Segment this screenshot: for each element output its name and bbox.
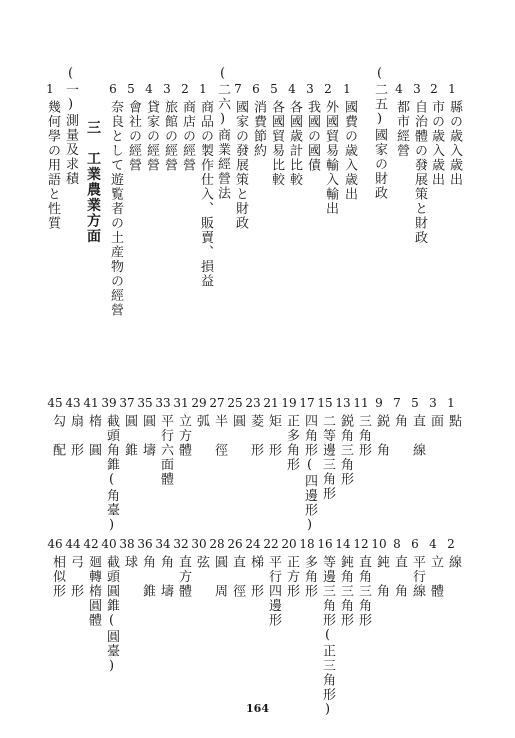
top-item-text: 各國貿易比較 bbox=[269, 100, 284, 187]
index-term-number: 28 bbox=[209, 537, 225, 551]
top-item-text: 幾何學の用語と性質 bbox=[45, 100, 60, 231]
top-item-text: 外國貿易輸入輸出 bbox=[323, 100, 338, 216]
index-term-text: 直 線 bbox=[410, 414, 425, 458]
index-term-number: 9 bbox=[375, 396, 383, 410]
index-term-text: 三角形 bbox=[356, 414, 371, 458]
index-term-number: 19 bbox=[281, 396, 297, 410]
index-term-number: 29 bbox=[191, 396, 207, 410]
index-term-number: 16 bbox=[317, 537, 333, 551]
top-item-number: 2 bbox=[324, 82, 332, 96]
index-term-text: 扇 形 bbox=[68, 414, 83, 458]
index-term-number: 12 bbox=[353, 537, 369, 551]
index-term-number: 4 bbox=[429, 537, 437, 551]
index-term-number: 13 bbox=[335, 396, 351, 410]
top-item-number: 1 bbox=[46, 82, 54, 96]
index-term-text: 直角三角形 bbox=[356, 555, 371, 628]
index-term-number: 31 bbox=[173, 396, 189, 410]
index-term-number: 38 bbox=[119, 537, 135, 551]
index-term-text: 圓 錐 bbox=[122, 414, 137, 458]
index-term-text: 菱 形 bbox=[248, 414, 263, 458]
top-item-number: 5 bbox=[270, 82, 278, 96]
index-term-text: 平行六面體 bbox=[158, 414, 173, 487]
index-term-text: 正方形 bbox=[284, 555, 299, 599]
index-term-number: 17 bbox=[299, 396, 315, 410]
top-item-number: 3 bbox=[163, 82, 171, 96]
top-item-text: 貸家の經營 bbox=[144, 100, 159, 173]
index-term-number: 22 bbox=[263, 537, 279, 551]
index-term-text: 角 bbox=[392, 414, 407, 429]
top-item-text: 消費節約 bbox=[251, 100, 266, 158]
major-section-heading: 三 工業農業方面 bbox=[85, 120, 101, 244]
top-item-number: 2 bbox=[181, 82, 189, 96]
index-term-number: 5 bbox=[411, 396, 419, 410]
index-term-number: 15 bbox=[317, 396, 333, 410]
index-term-text: 平行線 bbox=[410, 555, 425, 599]
section-heading: (一)測量及求積 bbox=[63, 66, 78, 186]
index-term-number: 32 bbox=[173, 537, 189, 551]
index-term-text: 鈍角三角形 bbox=[338, 555, 353, 628]
top-item-text: 各國歳計比較 bbox=[287, 100, 302, 187]
index-term-number: 46 bbox=[47, 537, 63, 551]
top-item-text: 商品の製作仕入、販賣、損益 bbox=[198, 100, 213, 289]
index-term-number: 33 bbox=[155, 396, 171, 410]
top-item-number: 6 bbox=[109, 82, 117, 96]
index-term-text: 半 徑 bbox=[212, 414, 227, 458]
top-item-number: 3 bbox=[306, 82, 314, 96]
top-item-text: 都市經營 bbox=[394, 100, 409, 158]
index-term-text: 弓 形 bbox=[68, 555, 83, 599]
top-item-number: 2 bbox=[430, 82, 438, 96]
index-term-number: 30 bbox=[191, 537, 207, 551]
top-item-text: 自治體の發展策と財政 bbox=[412, 100, 427, 245]
index-term-number: 27 bbox=[209, 396, 225, 410]
index-term-number: 11 bbox=[353, 396, 369, 410]
index-term-text: 矩 形 bbox=[266, 414, 281, 458]
index-term-number: 44 bbox=[65, 537, 81, 551]
index-term-number: 2 bbox=[447, 537, 455, 551]
index-term-text: 鋭 角 bbox=[374, 414, 389, 458]
index-term-text: 圓 壔 bbox=[140, 414, 155, 458]
index-term-number: 43 bbox=[65, 396, 81, 410]
index-term-number: 18 bbox=[299, 537, 315, 551]
index-term-number: 36 bbox=[137, 537, 153, 551]
index-term-number: 6 bbox=[411, 537, 419, 551]
index-term-number: 25 bbox=[227, 396, 243, 410]
index-term-text: 圓 周 bbox=[212, 555, 227, 599]
index-term-text: 弦 bbox=[194, 555, 209, 570]
top-item-number: 4 bbox=[395, 82, 403, 96]
top-item-number: 1 bbox=[448, 82, 456, 96]
index-term-text: 角 錐 bbox=[140, 555, 155, 599]
index-term-number: 34 bbox=[155, 537, 171, 551]
index-term-number: 24 bbox=[245, 537, 261, 551]
index-term-text: 立 體 bbox=[428, 555, 443, 599]
index-term-text: 立方體 bbox=[176, 414, 191, 458]
index-term-number: 7 bbox=[393, 396, 401, 410]
index-term-number: 21 bbox=[263, 396, 279, 410]
top-item-number: 5 bbox=[127, 82, 135, 96]
index-term-text: 多角形 bbox=[302, 555, 317, 599]
top-item-number: 1 bbox=[199, 82, 207, 96]
index-term-text: 梯 形 bbox=[248, 555, 263, 599]
index-term-text: 勾 配 bbox=[50, 414, 65, 458]
index-term-number: 14 bbox=[335, 537, 351, 551]
index-term-text: 正多角形 bbox=[284, 414, 299, 472]
index-term-text: 角 壔 bbox=[158, 555, 173, 599]
page-number: 164 bbox=[246, 702, 269, 715]
index-term-text: 球 bbox=[122, 555, 137, 570]
index-term-number: 23 bbox=[245, 396, 261, 410]
index-term-number: 35 bbox=[137, 396, 153, 410]
top-item-text: 商店の經營 bbox=[180, 100, 195, 173]
top-item-number: 4 bbox=[145, 82, 153, 96]
top-item-number: 1 bbox=[343, 82, 351, 96]
section-heading: (二五)國家の財政 bbox=[372, 66, 387, 201]
top-item-text: 國家の發展策と財政 bbox=[233, 100, 248, 231]
index-term-number: 37 bbox=[119, 396, 135, 410]
index-term-text: 面 bbox=[428, 414, 443, 429]
top-item-number: 4 bbox=[288, 82, 296, 96]
index-term-text: 鈍 角 bbox=[374, 555, 389, 599]
index-term-text: 截頭角錐(角臺) bbox=[104, 414, 119, 534]
index-term-number: 1 bbox=[447, 396, 455, 410]
index-term-text: 圓 bbox=[230, 414, 245, 429]
index-term-text: 二等邊三角形 bbox=[320, 414, 335, 501]
top-item-text: 會社の經營 bbox=[126, 100, 141, 173]
index-term-text: 楕 圓 bbox=[86, 414, 101, 458]
section-heading: (二六)商業經營法 bbox=[215, 66, 230, 201]
index-term-number: 45 bbox=[47, 396, 63, 410]
index-term-number: 20 bbox=[281, 537, 297, 551]
index-term-text: 弧 bbox=[194, 414, 209, 429]
top-item-text: 奈良として遊覧者の土産物の經營 bbox=[108, 100, 123, 318]
top-item-text: 縣の歳入歳出 bbox=[447, 100, 462, 187]
index-term-text: 等邊三角形(正三角形) bbox=[320, 555, 335, 719]
index-term-text: 點 bbox=[446, 414, 461, 429]
top-item-text: 市の歳入歳出 bbox=[429, 100, 444, 187]
index-term-text: 鋭角三角形 bbox=[338, 414, 353, 487]
index-term-text: 平行四邊形 bbox=[266, 555, 281, 628]
index-term-number: 26 bbox=[227, 537, 243, 551]
index-term-text: 直方體 bbox=[176, 555, 191, 599]
top-item-text: 我國の國債 bbox=[305, 100, 320, 173]
index-term-number: 41 bbox=[83, 396, 99, 410]
index-term-text: 四角形(四邊形) bbox=[302, 414, 317, 534]
top-item-number: 3 bbox=[413, 82, 421, 96]
top-item-text: 國費の歳入歳出 bbox=[342, 100, 357, 202]
top-item-number: 6 bbox=[252, 82, 260, 96]
index-term-number: 42 bbox=[83, 537, 99, 551]
index-term-number: 39 bbox=[101, 396, 117, 410]
index-term-text: 廻轉楕圓體 bbox=[86, 555, 101, 628]
index-term-number: 3 bbox=[429, 396, 437, 410]
index-term-text: 相似形 bbox=[50, 555, 65, 599]
top-item-number: 7 bbox=[234, 82, 242, 96]
index-term-text: 線 bbox=[446, 555, 461, 570]
index-term-text: 截頭圓錐(圓臺) bbox=[104, 555, 119, 675]
index-term-number: 40 bbox=[101, 537, 117, 551]
index-term-number: 8 bbox=[393, 537, 401, 551]
index-term-text: 直 角 bbox=[392, 555, 407, 599]
index-term-text: 直 徑 bbox=[230, 555, 245, 599]
top-item-text: 旅館の經營 bbox=[162, 100, 177, 173]
index-term-number: 10 bbox=[371, 537, 387, 551]
